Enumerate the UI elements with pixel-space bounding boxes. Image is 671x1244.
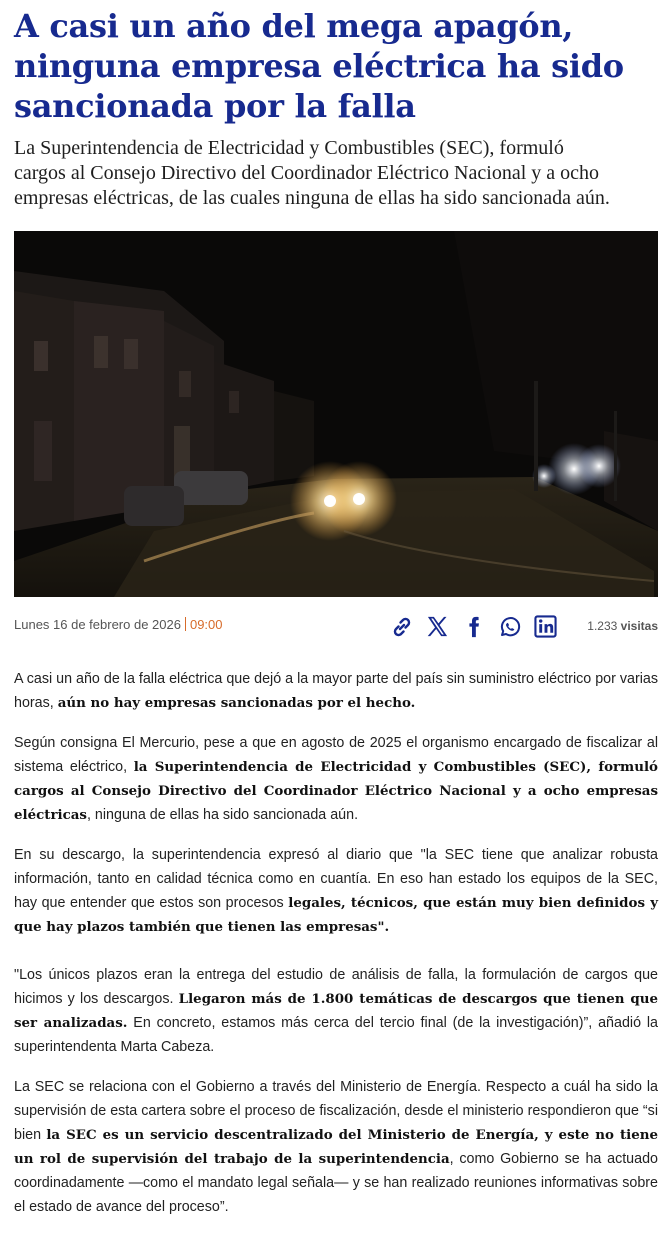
facebook-icon[interactable] — [460, 613, 487, 640]
paragraph — [14, 667, 658, 715]
link-icon[interactable] — [388, 613, 415, 640]
paragraph-text: , como Gobierno se ha actuado coordinadamente —como el mandato legal señala— y se han realizado reuniones informativas sobre el estado de avance del proceso”. — [14, 1151, 658, 1215]
paragraph-text: En su descargo, la superintendencia expresó al diario que "la SEC tiene que analizar robusta información, tanto en calidad técnica como en cuantía. En eso han estado los equipos de la SEC, hay que entender que estos son procesos — [14, 847, 658, 911]
date-text: Lunes 16 de febrero de 2026 — [14, 617, 181, 632]
article-meta — [14, 607, 658, 671]
article-lead: La Superintendencia de Electricidad y Combustibles (SEC), formuló cargos al Consejo Directivo del Coordinador Eléctrico Nacional y a ocho empresas eléctricas, de las cuales ninguna de ellas ha sido sancionada aún. — [14, 137, 610, 209]
paragraph-text: La SEC se relaciona con el Gobierno a través del Ministerio de Energía. Respecto a cuál ha sido la supervisión de esta cartera sobre el proceso de fiscalización, desde el ministerio respondieron que “si bien — [14, 1079, 658, 1143]
paragraph-text: "Los únicos plazos eran la entrega del estudio de análisis de falla, la formulación de cargos que hicimos y los descargos. — [14, 967, 658, 1007]
linkedin-icon[interactable] — [532, 613, 559, 640]
publish-time: 09:00 — [189, 617, 223, 632]
x-icon[interactable] — [424, 613, 451, 640]
paragraph — [14, 731, 658, 827]
visits-count: 1.233 — [587, 619, 618, 633]
divider — [185, 617, 186, 631]
paragraph-bold: aún no hay empresas sancionadas por el hecho. — [57, 695, 416, 711]
paragraph-bold: la SEC es un servicio descentralizado del Ministerio de Energía, y este no tiene un rol de supervisión del trabajo de la superintendencia — [14, 1127, 658, 1167]
paragraph-text: Según consigna El Mercurio, pese a que en agosto de 2025 el organismo encargado de fiscalizar al sistema eléctrico, — [14, 735, 658, 775]
paragraph — [14, 843, 658, 939]
paragraph — [14, 963, 658, 1059]
whatsapp-icon[interactable] — [496, 613, 523, 640]
paragraph-bold: legales, técnicos, que están muy bien definidos y que hay plazos también que tienen las empresas". — [14, 895, 658, 935]
article — [14, 0, 658, 1235]
night-street-photo — [14, 231, 658, 597]
share-bar — [388, 613, 559, 640]
paragraph-bold: Llegaron más de 1.800 temáticas de descargos que tienen que ser analizadas. — [14, 991, 658, 1031]
visit-counter — [587, 619, 658, 633]
paragraph — [14, 1075, 658, 1219]
article-body — [14, 667, 658, 1219]
publish-date — [14, 617, 223, 632]
article-photo — [14, 231, 658, 597]
paragraph-text: En concreto, estamos más cerca del tercio final (de la investigación)”, añadió la superintendenta Marta Cabeza. — [14, 1015, 658, 1055]
visits-label: visitas — [620, 619, 658, 633]
paragraph-bold: la Superintendencia de Electricidad y Combustibles (SEC), formuló cargos al Consejo Directivo del Coordinador Eléctrico Nacional y a ocho empresas eléctricas — [14, 759, 658, 823]
paragraph-text: , ninguna de ellas ha sido sancionada aún. — [86, 807, 359, 823]
paragraph-text: A casi un año de la falla eléctrica que dejó a la mayor parte del país sin suministro eléctrico por varias horas, — [14, 671, 658, 711]
article-title: A casi un año del mega apagón, ninguna empresa eléctrica ha sido sancionada por la falla — [14, 7, 624, 125]
